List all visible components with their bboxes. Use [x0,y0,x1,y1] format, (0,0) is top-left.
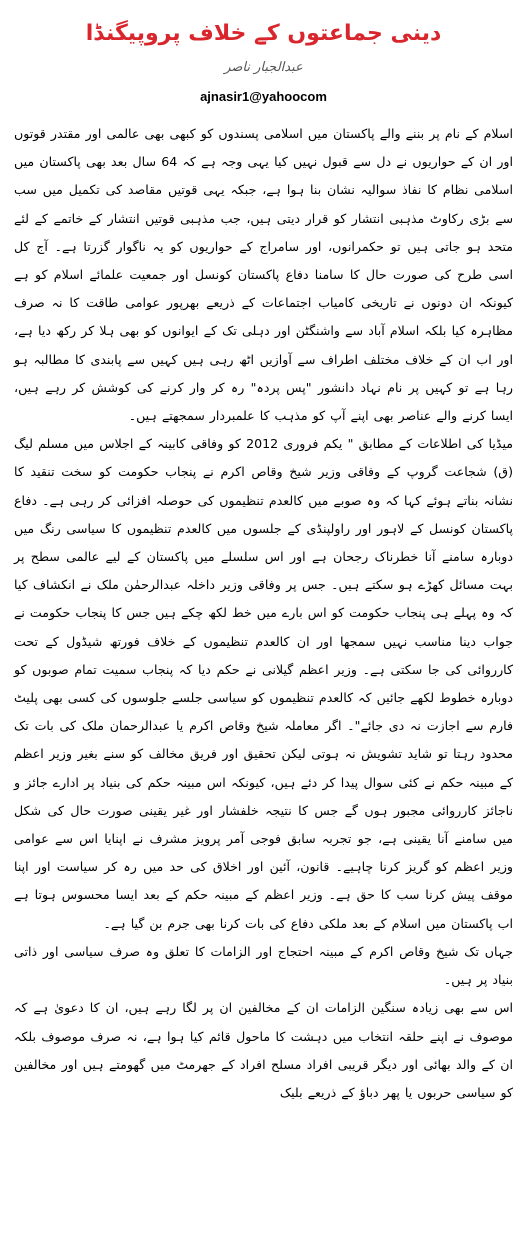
paragraph: اسلام کے نام پر بننے والے پاکستان میں اسلامی پسندوں کو کبھی بھی عالمی اور مقتدر قوتوں اور ان کے حواریوں نے دل سے قبول نہیں کیا یہی وجہ ہے کہ 64 سال بعد بھی پاکستان میں اسلامی نظام کا نفاذ سوالیہ نشان بنا ہوا ہے، جبکہ یہی قوتیں مقاصد کی تکمیل میں سب سے بڑی رکاوٹ مذہبی انتشار کو قرار دیتی ہیں، جب مذہبی قوتیں انتشار کے خاتمے کے لئے متحد ہو جاتی ہیں تو حکمرانوں، اور سامراج کے حواریوں کو یہ ناگوار گزرتا ہے۔ آج کل اسی طرح کی صورت حال کا سامنا دفاع پاکستان کونسل اور جمعیت علمائے اسلام کو ہے کیونکہ ان دونوں نے تاریخی کامیاب اجتماعات کے ذریعے بھرپور عوامی طاقت کا نہ صرف مظاہرہ کیا بلکہ اسلام آباد سے واشنگٹن اور دہلی تک کے ایوانوں کو بھی ہلا کر رکھ دیا ہے، اور اب ان کے خلاف مختلف اطراف سے آوازیں اٹھ رہی ہیں کہیں سے پابندی کا مطالبہ ہو رہا ہے تو کہیں پر نام نہاد دانشور "پس پردہ" رہ کر وار کرنے کی کوشش کر رہے ہیں، ایسا کرنے والے عناصر بھی اپنے آپ کو مذہب کا علمبردار سمجھتے ہیں۔ [14,126,513,424]
paragraph: اس سے بھی زیادہ سنگین الزامات ان کے مخالفین ان پر لگا رہے ہیں، ان کا دعویٰ ہے کہ موصوف نے اپنے حلقہ انتخاب میں دہشت کا ماحول قائم کیا ہوا ہے، نہ صرف موصوف بلکہ ان کے والد بھائی اور دیگر قریبی افراد مسلح افراد کے جھرمٹ میں گھومتے ہیں اور مخالفین کو سیاسی حربوں یا پھر دباؤ کے ذریعے بلیک [14,1000,513,1100]
article-title: دینی جماعتوں کے خلاف پروپیگنڈا [85,21,442,46]
author-email[interactable]: ajnasir1@yahoocom [200,89,327,104]
paragraph: جہاں تک شیخ وقاص اکرم کے مبینہ احتجاج اور الزامات کا تعلق وہ صرف سیاسی اور ذاتی بنیاد پر ہیں۔ [14,943,513,988]
author-name: عبدالجبار ناصر [224,60,303,75]
article-body [14,120,513,1107]
paragraph: میڈیا کی اطلاعات کے مطابق " یکم فروری 2012 کو وفاقی کابینہ کے اجلاس میں مسلم لیگ (ق) شجاعت گروپ کے وفاقی وزیر شیخ وقاص اکرم نے پنجاب حکومت کو سخت تنقید کا نشانہ بناتے ہوئے کہا کہ وہ صوبے میں کالعدم تنظیموں کی حوصلہ افزائی کر رہی ہے۔ دفاع پاکستان کونسل کے لاہور اور راولپنڈی کے جلسوں میں کالعدم تنظیموں کا سیاسی رنگ میں دوبارہ سامنے آنا خطرناک رجحان ہے اور اس سلسلے میں پاکستان کے لیے عالمی سطح پر بہت مسائل کھڑے ہو سکتے ہیں۔ جس پر وفاقی وزیر داخلہ عبدالرحمٰن ملک نے انکشاف کیا کہ وہ پہلے ہی پنجاب حکومت کو اس بارے میں خط لکھ چکے ہیں جس کا پنجاب حکومت نے جواب دینا مناسب نہیں سمجھا اور ان کالعدم تنظیموں کے خلاف فورتھ شیڈول کے تحت کارروائی کی جا سکتی ہے۔ وزیر اعظم گیلانی نے حکم دیا کہ پنجاب سمیت تمام صوبوں کو دوبارہ خطوط لکھے جائیں کہ کالعدم تنظیموں کو سیاسی جلسے جلوسوں کی کسی بھی پلیٹ فارم سے اجازت نہ دی جائے"۔ اگر معاملہ شیخ وقاص اکرم یا عبدالرحمان ملک کی بات تک محدود رہتا تو شاید تشویش نہ ہوتی لیکن تحقیق اور فریق مخالف کو سنے بغیر وزیر اعظم کے مبینہ حکم نے کئی سوال پیدا کر دئے ہیں، کیونکہ اس مبینہ حکم کی بنیاد پر ادارے جائز و ناجائز کارروائی مجبور ہوں گے جس کا نتیجہ خلفشار اور غیر یقینی صورت حال کی شکل میں سامنے آنا یقینی ہے، جو تجربہ سابق فوجی آمر پرویز مشرف نے اپنایا اس سے عوامی وزیر اعظم کو گریز کرنا چاہیے۔ قانون، آئین اور اخلاق کی حد میں رہ کر سیاست اور اپنا موقف پیش کرنا سب کا حق ہے۔ وزیر اعظم کے مبینہ حکم کے بعد ایسا محسوس ہوتا ہے اب پاکستان میں اسلام کے بعد ملکی دفاع کی بات کرنا بھی جرم بن گیا ہے۔ [14,436,514,931]
